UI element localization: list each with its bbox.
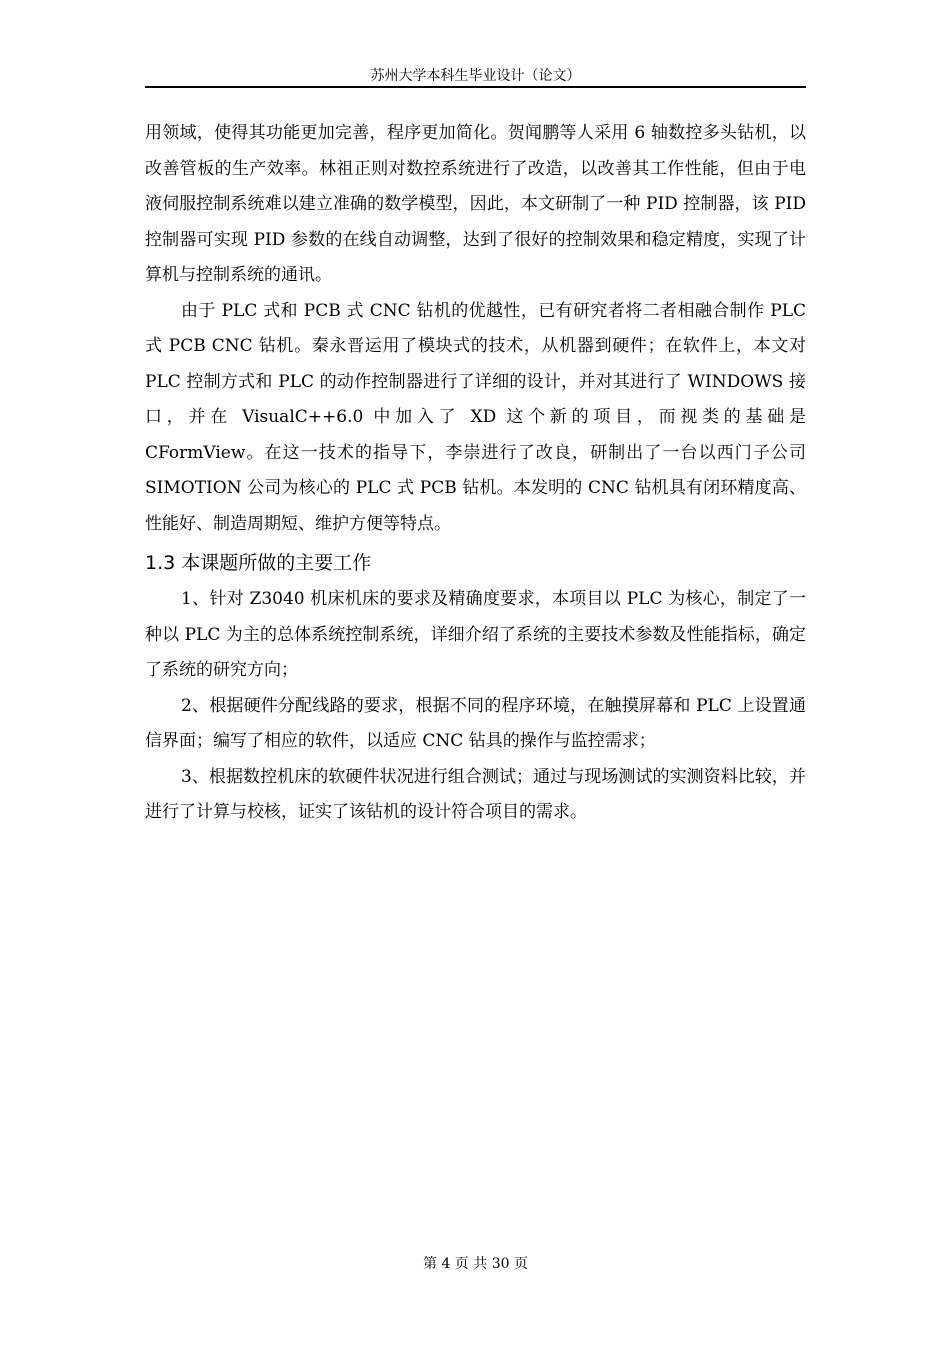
page-header: 苏州大学本科生毕业设计（论文） <box>370 68 581 84</box>
list-item-1: 1、针对 Z3040 机床机床的要求及精确度要求，本项目以 PLC 为核心，制定了一种以 PLC 为主的总体系统控制系统，详细介绍了系统的主要技术参数及性能指标，确定了系统的研究方向； <box>145 589 806 680</box>
section-heading: 1.3 本课题所做的主要工作 <box>145 552 372 574</box>
paragraph-plc-pcb-cnc: 由于 PLC 式和 PCB 式 CNC 钻机的优越性，已有研究者将二者相融合制作 PLC 式 PCB CNC 钻机。秦永晋运用了模块式的技术，从机器到硬件；在软件上，本文对 PLC 控制方式和 PLC 的动作控制器进行了详细的设计，并对其进行了 WINDOWS 接口，并在 VisualC++6.0 中加入了 XD 这个新的项目，而视类的基础是 CFormView。在这一技术的指导下，李崇进行了改良，研制出了一台以西门子公司 SIMOTION 公司为核心的 PLC 式 PCB 钻机。本发明的 CNC 钻机具有闭环精度高、性能好、制造周期短、维护方便等特点。 <box>145 300 806 534</box>
document-body <box>145 116 806 831</box>
list-item-2: 2、根据硬件分配线路的要求，根据不同的程序环境，在触摸屏幕和 PLC 上设置通信界面；编写了相应的软件，以适应 CNC 钻具的操作与监控需求； <box>145 695 806 751</box>
list-item-3: 3、根据数控机床的软硬件状况进行组合测试；通过与现场测试的实测资料比较，并进行了计算与校核，证实了该钻机的设计符合项目的需求。 <box>145 766 806 822</box>
page-number-footer: 第 4 页 共 30 页 <box>423 1256 528 1272</box>
header-rule <box>145 86 806 88</box>
paragraph-continued: 用领域，使得其功能更加完善，程序更加简化。贺闻鹏等人采用 6 轴数控多头钻机，以改善管板的生产效率。林祖正则对数控系统进行了改造，以改善其工作性能，但由于电液伺服控制系统难以建立准确的数学模型，因此，本文研制了一种 PID 控制器，该 PID 控制器可实现 PID 参数的在线自动调整，达到了很好的控制效果和稳定精度，实现了计算机与控制系统的通讯。 <box>145 123 806 285</box>
